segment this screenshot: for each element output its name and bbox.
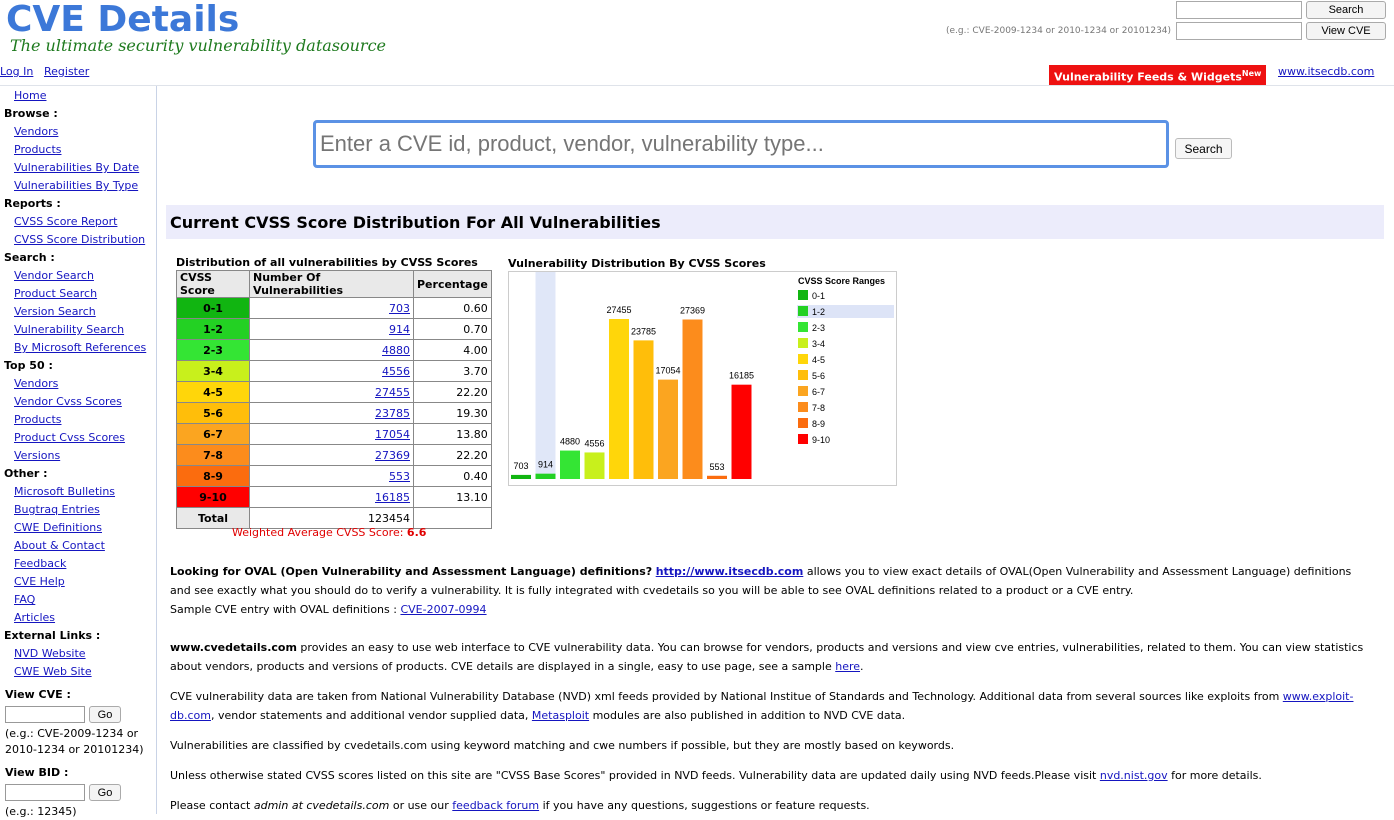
sidebar-item-versions[interactable]: Versions [14,449,61,462]
feeds-label: Vulnerability Feeds & Widgets [1054,70,1242,84]
sidebar-heading-search: Search : [4,251,55,264]
sidebar-heading-reports: Reports : [4,197,61,210]
register-link[interactable]: Register [44,65,90,78]
legend-label: 4-5 [812,355,826,365]
table-row [177,340,492,361]
legend-label: 5-6 [812,371,826,381]
vuln-count-link[interactable]: 553 [389,469,410,483]
table-row [177,361,492,382]
vuln-count-link[interactable]: 4556 [382,364,410,378]
sidebar-item-about-contact[interactable]: About & Contact [14,539,105,552]
oval-text-2: and see exactly what you should do to verify a vulnerability. It is fully integrated with cvedetails so you will be able to see OVAL definitions related to a product or a CVE entry. [170,584,1134,597]
chart-data-label: 4556 [584,438,605,449]
chart-legend-title: CVSS Score Ranges [798,276,886,286]
chart-data-label: 16185 [728,370,755,381]
legend-label: 7-8 [812,403,826,413]
chart-data-label: 4880 [559,436,581,447]
legend-swatch [798,290,808,300]
legend-swatch [798,402,808,412]
sample-here-link[interactable]: here [835,660,861,673]
weighted-average-score [232,526,426,539]
cvss-score-cell: 3-4 [177,361,250,382]
oval-itsecdb-link[interactable]: http://www.itsecdb.com [655,565,804,578]
sidebar-item-cve-help[interactable]: CVE Help [14,575,65,588]
percentage-cell: 0.40 [414,466,492,487]
column-header-count: Number Of Vulnerabilities [250,271,414,298]
vulnerability-feeds-button[interactable] [1049,65,1266,86]
sidebar-item-vendor-cvss-scores[interactable]: Vendor Cvss Scores [14,395,122,408]
cvss-distribution-chart [508,271,897,486]
cvss-score-cell: 1-2 [177,319,250,340]
legend-swatch [798,418,808,428]
legend-swatch [798,322,808,332]
contact-text-1: Please contact [170,799,254,812]
percentage-cell: 22.20 [414,382,492,403]
cvss-distribution-table [176,270,492,529]
legend-swatch [798,306,808,316]
legend-swatch [798,370,808,380]
table-row [177,445,492,466]
oval-text-1: allows you to view exact details of OVAL(Open Vulnerability and Assessment Language) definitions [803,565,1352,578]
sidebar-item-microsoft-bulletins[interactable]: Microsoft Bulletins [14,485,116,498]
contact-email: admin at cvedetails.com [253,799,390,812]
sidebar-view-bid-label: View BID : [5,766,69,779]
intro-text-1: provides an easy to use web interface to CVE vulnerability data. You can browse for vendors, products and versions and view cve entries, vulnerabilities, related to them. You can view statistics [296,641,1364,654]
sidebar-view-bid-input[interactable] [5,784,85,801]
chart-data-label: 23785 [630,326,657,337]
sidebar-item-cwe-definitions[interactable]: CWE Definitions [14,521,102,534]
chart-bar[interactable] [560,451,580,479]
chart-data-label: 553 [709,461,725,472]
vuln-count-link[interactable]: 4880 [382,343,410,357]
new-badge: New [1241,69,1262,78]
chart-bar[interactable] [511,475,531,479]
sidebar-item-cvss-score-report[interactable]: CVSS Score Report [14,215,118,228]
page-title: Current CVSS Score Distribution For All Vulnerabilities [166,205,1384,239]
legend-label: 6-7 [812,387,826,397]
classification-paragraph: Vulnerabilities are classified by cvedetails.com using keyword matching and cwe numbers if possible, but they are mostly based on keywords. [170,739,955,752]
sidebar-item-home[interactable]: Home [14,89,47,102]
percentage-cell: 22.20 [414,445,492,466]
vuln-count-cell [250,298,414,319]
header-cve-input[interactable] [1176,22,1302,40]
legend-label: 9-10 [812,435,831,445]
legend-swatch [798,354,808,364]
sidebar-item-products[interactable]: Products [14,143,62,156]
table-row [177,319,492,340]
cvss-score-cell: 4-5 [177,382,250,403]
nvd-nist-link[interactable]: nvd.nist.gov [1099,769,1168,782]
percentage-cell: 0.70 [414,319,492,340]
legend-swatch [798,386,808,396]
table-caption: Distribution of all vulnerabilities by CVSS Scores [176,256,478,269]
vuln-count-link[interactable]: 27369 [375,448,410,462]
vuln-count-cell [250,445,414,466]
legend-label: 3-4 [812,339,826,349]
legend-label: 0-1 [812,291,826,301]
table-row [177,382,492,403]
itsecdb-link[interactable]: www.itsecdb.com [1278,65,1375,78]
percentage-cell: 13.10 [414,487,492,508]
vuln-count-cell [250,340,414,361]
sidebar-heading-other: Other : [4,467,48,480]
legend-swatch [798,338,808,348]
sidebar-item-cwe-website[interactable]: CWE Web Site [14,665,92,678]
exploit-db-link-a[interactable]: www.exploit- [1282,690,1354,703]
chart-bar[interactable] [683,320,703,479]
chart-bar[interactable] [658,380,678,479]
sidebar-view-bid-go-button[interactable]: Go [89,784,121,801]
intro-text-2: about vendors, products and versions of products. CVE details are displayed in a single, easy to use page, see a sample [170,660,836,673]
percentage-cell: 19.30 [414,403,492,424]
header-divider [0,85,1394,86]
vuln-count-link[interactable]: 703 [389,301,410,315]
sidebar-view-cve-label: View CVE : [5,688,71,701]
sidebar-item-vulns-by-type[interactable]: Vulnerabilities By Type [14,179,139,192]
cvss-score-cell: 5-6 [177,403,250,424]
vuln-count-cell [250,466,414,487]
header-cve-hint: (e.g.: CVE-2009-1234 or 2010-1234 or 20101234) [946,26,1172,36]
sidebar-item-version-search[interactable]: Version Search [14,305,96,318]
vuln-count-cell [250,403,414,424]
sidebar-item-product-search[interactable]: Product Search [14,287,98,300]
chart-bar[interactable] [634,340,654,479]
sidebar-item-vulnerability-search[interactable]: Vulnerability Search [14,323,125,336]
percentage-cell: 3.70 [414,361,492,382]
metasploit-link[interactable]: Metasploit [531,709,590,722]
chart-bar[interactable] [536,474,556,479]
contact-text-2: or use our [389,799,453,812]
table-row [177,403,492,424]
weighted-average-value: 6.6 [406,526,427,539]
chart-bar[interactable] [732,385,752,479]
table-row [177,466,492,487]
oval-paragraph [170,562,1380,619]
vuln-count-link[interactable]: 23785 [375,406,410,420]
feedback-forum-link[interactable]: feedback forum [452,799,540,812]
table-row [177,487,492,508]
contact-paragraph [170,796,1380,815]
nvd-text-1: CVE vulnerability data are taken from National Vulnerability Database (NVD) xml feeds provided by National Institue of Standards and Technology. Additional data from several sources like exploits from [170,690,1283,703]
legend-label: 2-3 [812,323,826,333]
oval-bold-text: Looking for OVAL (Open Vulnerability and Assessment Language) definitions? [170,565,653,578]
main-search-button[interactable]: Search [1175,138,1232,159]
nvd-text-2: , vendor statements and additional vendor supplied data, [210,709,532,722]
sidebar-view-cve-go-button[interactable]: Go [89,706,121,723]
weighted-average-label: Weighted Average CVSS Score: [232,526,404,539]
sidebar-item-product-cvss-scores[interactable]: Product Cvss Scores [14,431,125,444]
vuln-count-cell [250,361,414,382]
chart-data-label: 17054 [655,365,681,376]
vuln-count-cell [250,382,414,403]
chart-title: Vulnerability Distribution By CVSS Scores [508,257,766,270]
sidebar-heading-top50: Top 50 : [4,359,53,372]
sidebar-view-cve-hint-2: 2010-1234 or 20101234) [5,743,144,756]
oval-sample-label: Sample CVE entry with OVAL definitions : [170,603,401,616]
cvss-score-cell: 0-1 [177,298,250,319]
sidebar-item-vendor-search[interactable]: Vendor Search [14,269,94,282]
sidebar-item-microsoft-references[interactable]: By Microsoft References [14,341,147,354]
cvss-note-text: Unless otherwise stated CVSS scores listed on this site are "CVSS Base Scores" provided in NVD feeds. Vulnerability data are updated daily using NVD feeds.Please visit [170,769,1100,782]
chart-data-label: 703 [513,460,529,471]
sidebar-item-feedback[interactable]: Feedback [14,557,67,570]
header-view-cve-button[interactable]: View CVE [1306,22,1386,40]
main-search-input[interactable] [313,120,1169,168]
column-header-cvss-score: CVSS Score [177,271,250,298]
sidebar-heading-browse: Browse : [4,107,58,120]
table-row [177,424,492,445]
chart-data-label: 27369 [679,305,706,316]
vuln-count-cell [250,319,414,340]
exploit-db-link-b[interactable]: db.com [170,709,211,722]
cvss-note-paragraph [170,766,1380,785]
intro-site-name: www.cvedetails.com [170,641,297,654]
sidebar-view-cve-hint-1: (e.g.: CVE-2009-1234 or [5,727,139,740]
percentage-cell: 13.80 [414,424,492,445]
percentage-cell: 0.60 [414,298,492,319]
vuln-count-link[interactable]: 17054 [375,427,410,441]
sidebar-item-vendors[interactable]: Vendors [14,125,59,138]
intro-paragraph: www.cvedetails.com provides an easy to use web interface to CVE vulnerability data. You can browse for vendors, products and versions and view cve entries, vulnerabilities, related to them. You can view statistics about vendors, products and versions of products. CVE details are displayed in a single, easy to use page, see a sample here. [170,641,1364,673]
legend-swatch [798,434,808,444]
sidebar-item-cvss-score-distribution[interactable]: CVSS Score Distribution [14,233,146,246]
contact-text-3: if you have any questions, suggestions or feature requests. [539,799,870,812]
sidebar-heading-external: External Links : [4,629,101,642]
cvss-score-cell: 6-7 [177,424,250,445]
vuln-count-link[interactable]: 16185 [375,490,410,504]
legend-label: 1-2 [812,307,826,317]
site-logo-title[interactable]: CVE Details [6,0,240,40]
header-search-button[interactable]: Search [1306,1,1386,19]
percentage-cell: 4.00 [414,340,492,361]
cvss-score-cell: 9-10 [177,487,250,508]
vuln-count-link[interactable]: 27455 [375,385,410,399]
site-tagline: The ultimate security vulnerability datasource [10,36,387,55]
chart-bar[interactable] [585,452,605,479]
sidebar-item-articles[interactable]: Articles [14,611,56,624]
vuln-count-cell [250,424,414,445]
chart-data-label: 914 [537,459,554,470]
sidebar-item-vulns-by-date[interactable]: Vulnerabilities By Date [14,161,140,174]
vuln-count-link[interactable]: 914 [389,322,410,336]
cvss-score-cell: 2-3 [177,340,250,361]
oval-sample-cve-link[interactable]: CVE-2007-0994 [400,603,487,616]
total-value: 123454 [250,508,414,529]
vuln-count-cell [250,487,414,508]
sidebar-item-top-vendors[interactable]: Vendors [14,377,59,390]
sidebar [0,86,157,818]
cvss-score-cell: 8-9 [177,466,250,487]
login-link[interactable]: Log In [0,65,34,78]
sidebar-item-bugtraq-entries[interactable]: Bugtraq Entries [14,503,100,516]
cvss-score-cell: 7-8 [177,445,250,466]
cvss-note-tail: for more details. [1167,769,1262,782]
chart-bar[interactable] [609,319,629,479]
chart-highlight-column [536,272,556,479]
chart-bar[interactable] [707,476,727,479]
header-search-input[interactable] [1176,1,1302,19]
nvd-text-3: modules are also published in addition to NVD CVE data. [589,709,906,722]
legend-label: 8-9 [812,419,826,429]
column-header-percentage: Percentage [414,271,492,298]
sidebar-item-nvd-website[interactable]: NVD Website [14,647,86,660]
nvd-source-paragraph [170,687,1380,725]
sidebar-view-bid-hint: (e.g.: 12345) [5,805,77,818]
sidebar-item-faq[interactable]: FAQ [14,593,36,606]
sidebar-view-cve-input[interactable] [5,706,85,723]
sidebar-item-top-products[interactable]: Products [14,413,62,426]
chart-data-label: 27455 [606,305,632,315]
table-row [177,298,492,319]
total-label: Total [177,508,250,529]
